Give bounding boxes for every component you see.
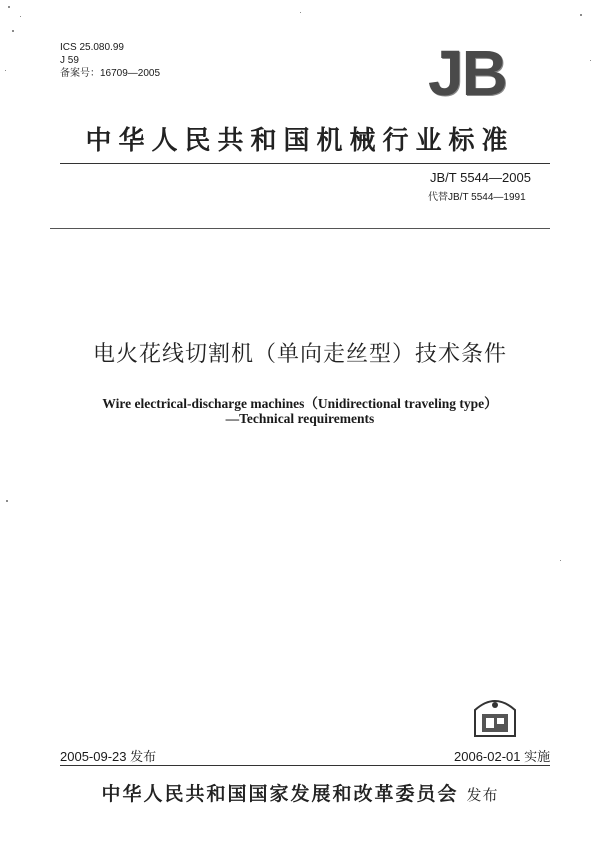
industry-title: 中华人民共和国机械行业标准 [85,126,515,156]
scan-speck [8,6,10,8]
issuer-action: 发布 [466,786,499,804]
jb-logo: JB [428,37,506,109]
upper-divider [50,228,550,229]
standard-number: JB/T 5544—2005 [430,170,531,185]
footer-divider [60,765,550,766]
replaces-standard: 代替JB/T 5544—1991 [428,192,526,203]
scan-speck [560,560,561,561]
effective-date: 2006-02-01 实施 [454,749,551,764]
publish-date: 2005-09-23 发布 [60,749,157,764]
issuer-line [0,779,600,806]
scan-speck [5,70,6,71]
issuer-name: 中华人民共和国国家发展和改革委员会 [101,783,459,805]
scan-speck [20,16,21,17]
scan-speck [300,12,301,13]
english-title-line-2: —Technical requirements [225,411,375,426]
ics-code: ICS 25.080.99 [60,42,124,53]
scan-speck [6,500,8,502]
scan-speck [12,30,14,32]
scan-speck [590,60,591,61]
publisher-seal-icon [470,692,520,738]
record-number: 备案号：16709—2005 [60,68,161,79]
english-title-line-1: Wire electrical-discharge machines（Unidirectional traveling type） [102,396,498,411]
scan-speck [580,14,582,16]
chinese-title: 电火花线切割机（单向走丝型）技术条件 [92,342,507,367]
header-divider [60,163,550,164]
class-code: J 59 [60,55,79,66]
